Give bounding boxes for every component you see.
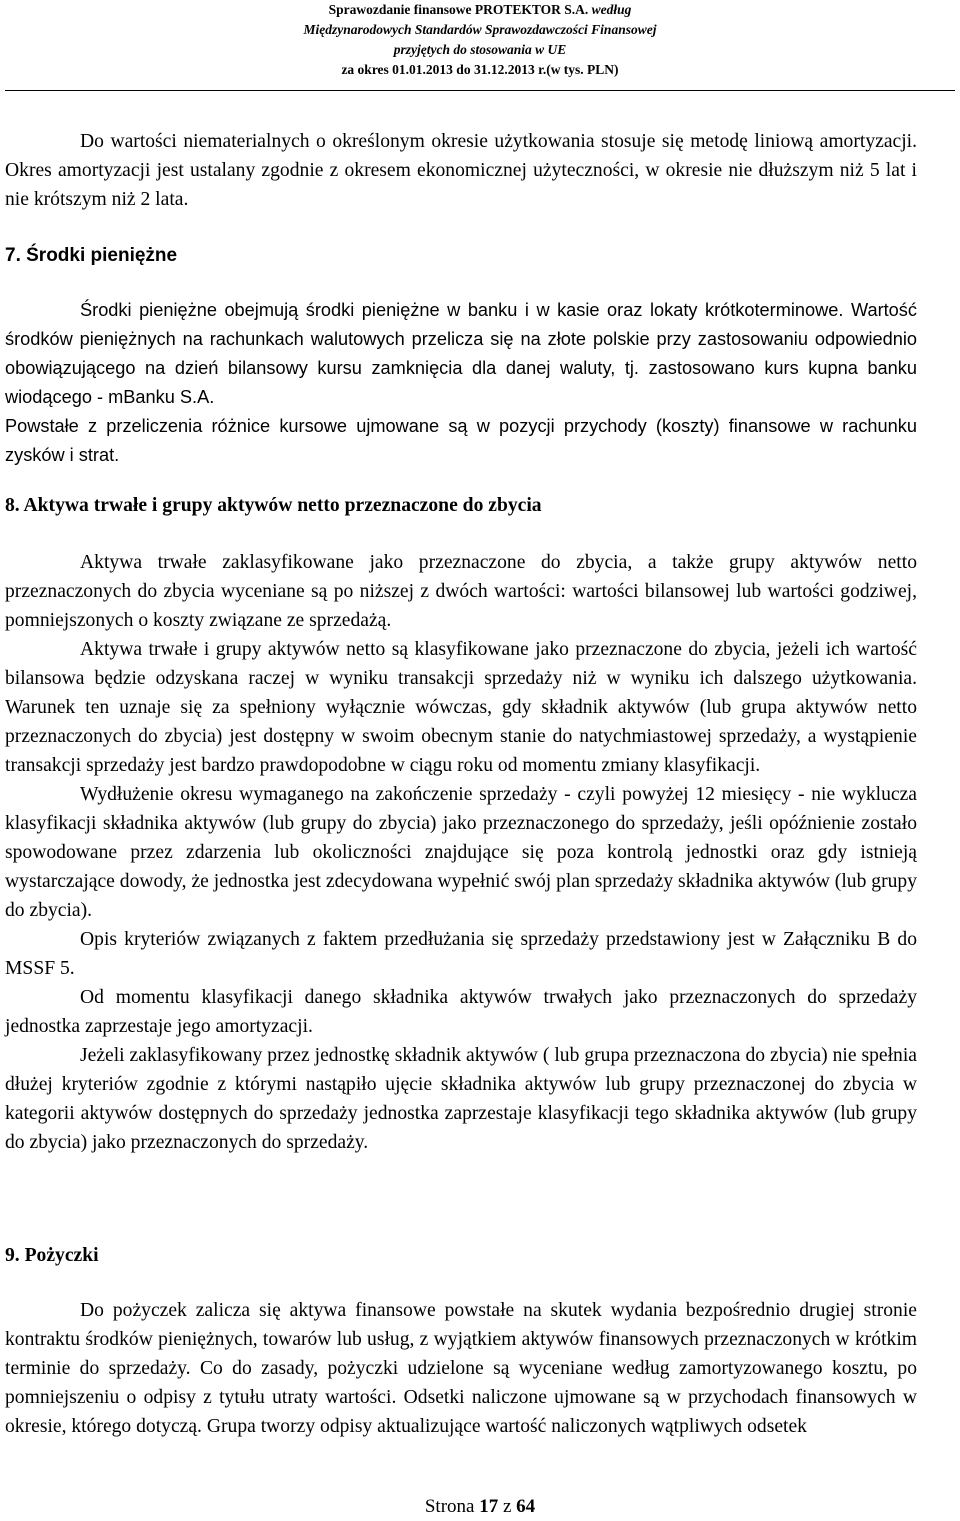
header-line-4: za okres 01.01.2013 do 31.12.2013 r.(w tys. PLN)	[341, 62, 619, 77]
page-number: 17	[479, 1496, 499, 1517]
section-7-paragraph-2: Powstałe z przeliczenia różnice kursowe ujmowane są w pozycji przychody (koszty) finansowe w rachunku zysków i strat.	[5, 416, 917, 465]
section-8-paragraph-3: Wydłużenie okresu wymaganego na zakończenie sprzedaży - czyli powyżej 12 miesięcy - nie wyklucza klasyfikacji składnika aktywów (lub grupy do zbycia) jako przeznaczonego do sprzedaży, jeśli opóźnienie zostało spowodowane przez zdarzenia lub okoliczności znajdujące się poza kontrolą jednostki oraz gdy istnieją wystarczające dowody, że jednostka jest zdecydowana wypełnić swój plan sprzedaży składnika aktywów (lub grupy do zbycia).	[5, 784, 917, 921]
section-8-paragraph-5: Od momentu klasyfikacji danego składnika aktywów trwałych jako przeznaczonych do sprzedaży jednostka zaprzestaje jego amortyzacji.	[5, 987, 917, 1037]
section-9-heading: 9. Pożyczki	[5, 1245, 99, 1266]
intro-text: Do wartości niematerialnych o określonym okresie użytkowania stosuje się metodę liniową amortyzacji. Okres amortyzacji jest ustalany zgodnie z okresem ekonomicznej użyteczności, w okresie nie dłuższym niż 5 lat i nie krótszym niż 2 lata.	[5, 131, 917, 210]
section-9-body	[5, 1296, 917, 1441]
section-7-heading: 7. Środki pieniężne	[5, 245, 178, 266]
header-line-1	[0, 0, 960, 20]
section-7-body	[5, 296, 917, 470]
footer-separator: z	[502, 1496, 512, 1517]
section-7-paragraph: Środki pieniężne obejmują środki pieniężne w banku i w kasie oraz lokaty krótkoterminowe. Wartość środków pieniężnych na rachunkach walutowych przelicza się na złote polskie przy zastosowaniu odpowiednio obowiązującego na dzień bilansowy kursu zamknięcia dla danej waluty, tj. zastosowano kurs kupna banku wiodącego - mBanku S.A.	[5, 300, 917, 407]
page-header	[0, 0, 960, 92]
header-line-3: przyjętych do stosowania w UE	[393, 42, 567, 57]
section-8-paragraph-6: Jeżeli zaklasyfikowany przez jednostkę składnik aktywów ( lub grupa przeznaczona do zbycia) nie spełnia dłużej kryteriów zgodnie z którymi nastąpiło ujęcie składnika aktywów lub grupy przeznaczonej do zbycia w kategorii aktywów dostępnych do sprzedaży jednostka zaprzestaje klasyfikacji tego składnika aktywów (lub grupy do zbycia) jako przeznaczonych do sprzedaży.	[5, 1045, 917, 1153]
header-line-2: Międzynarodowych Standardów Sprawozdawczości Finansowej	[303, 22, 657, 37]
intro-paragraph	[5, 127, 917, 214]
page-footer	[0, 1495, 960, 1519]
section-9-paragraph: Do pożyczek zalicza się aktywa finansowe powstałe na skutek wydania bezpośrednio drugiej stronie kontraktu środków pieniężnych, towarów lub usług, z wyjątkiem aktywów finansowych przeznaczonych w krótkim terminie do sprzedaży. Co do zasady, pożyczki udzielone są wyceniane według zamortyzowanego kosztu, po pomniejszeniu o odpisy z tytułu utraty wartości. Odsetki naliczone ujmowane są w przychodach finansowych w okresie, którego dotyczą. Grupa tworzy odpisy aktualizujące wartość naliczonych wątpliwych odsetek	[5, 1300, 917, 1437]
section-8-heading: 8. Aktywa trwałe i grupy aktywów netto przeznaczone do zbycia	[5, 495, 542, 516]
section-8-paragraph-4: Opis kryteriów związanych z faktem przedłużania się sprzedaży przedstawiony jest w Załączniku B do MSSF 5.	[5, 929, 917, 979]
section-8-body	[5, 548, 917, 1157]
header-report-title: Sprawozdanie finansowe PROTEKTOR S.A.	[328, 2, 589, 17]
header-report-title-italic: według	[591, 2, 632, 17]
footer-prefix: Strona	[424, 1496, 475, 1517]
page-total: 64	[516, 1496, 536, 1517]
section-8-paragraph-2: Aktywa trwałe i grupy aktywów netto są klasyfikowane jako przeznaczone do zbycia, jeżeli ich wartość bilansowa będzie odzyskana raczej w wyniku transakcji sprzedaży niż w wyniku ich dalszego użytkowania. Warunek ten uznaje się za spełniony wyłącznie wówczas, gdy składnik aktywów (lub grupa aktywów netto przeznaczonych do zbycia) jest dostępny w swoim obecnym stanie do natychmiastowej sprzedaży, a wystąpienie transakcji sprzedaży jest bardzo prawdopodobne w ciągu roku od momentu zmiany klasyfikacji.	[5, 639, 917, 776]
section-8-paragraph-1: Aktywa trwałe zaklasyfikowane jako przeznaczone do zbycia, a także grupy aktywów netto przeznaczonych do zbycia wyceniane są po niższej z dwóch wartości: wartości bilansowej lub wartości godziwej, pomniejszonych o koszty związane ze sprzedażą.	[5, 552, 917, 631]
header-divider	[5, 90, 955, 91]
